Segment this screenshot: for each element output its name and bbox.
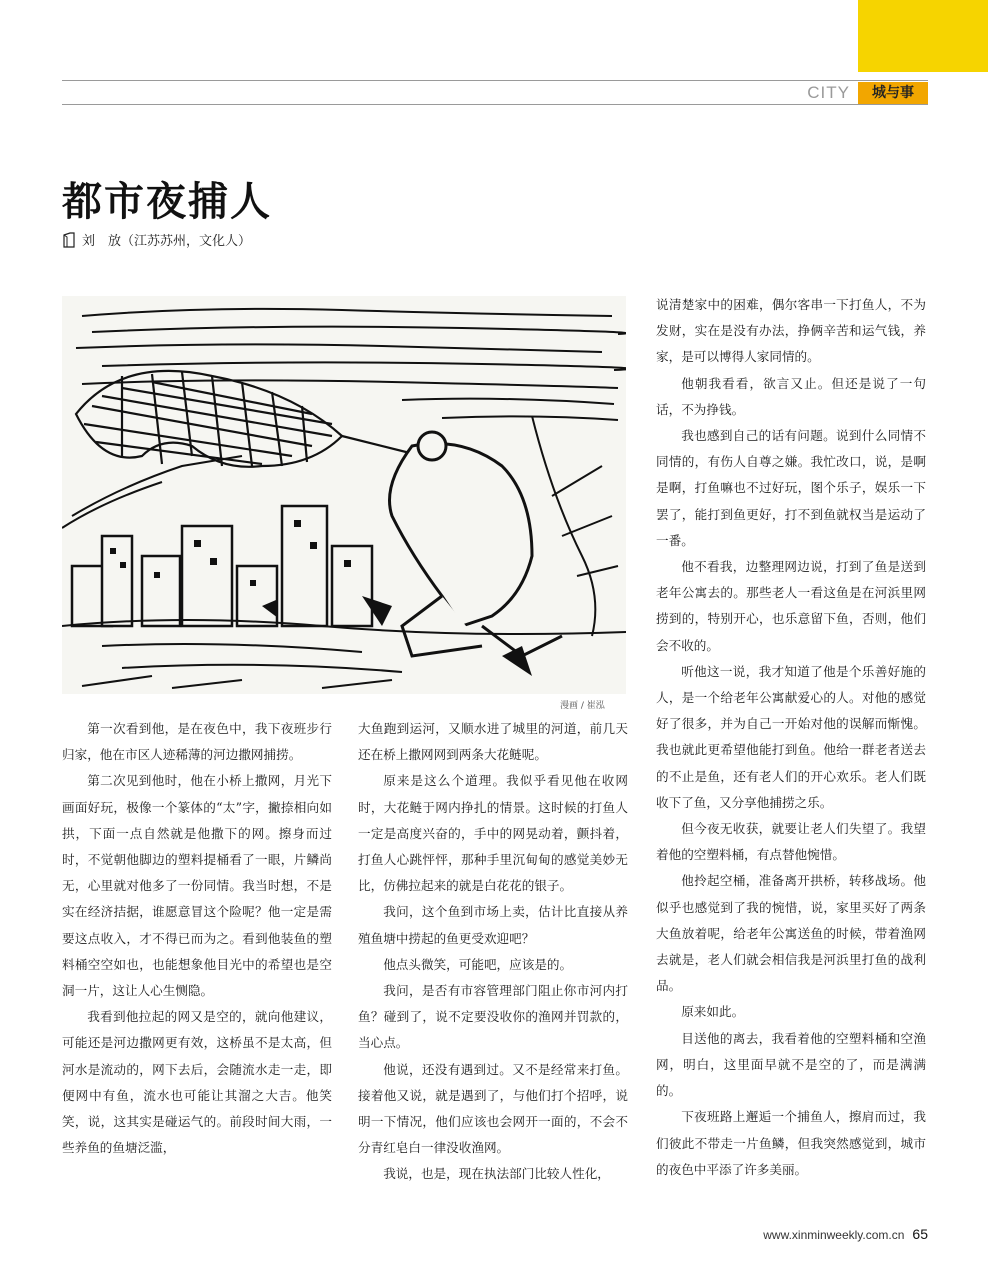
paragraph: 他朝我看看，欲言又止。但还是说了一句话，不为挣钱。	[656, 375, 926, 417]
body-column-3	[656, 292, 926, 1183]
paragraph: 但今夜无收获，就要让老人们失望了。我望着他的空塑料桶，有点替他惋惜。	[656, 821, 926, 863]
paragraph: 我也感到自己的话有问题。说到什么同情不同情的，有伤人自尊之嫌。我忙改口，说，是啊是啊，打鱼嘛也不过好玩，图个乐子，娱乐一下罢了，能打到鱼更好，打不到鱼就权当是运动了一番。	[656, 428, 926, 548]
author-note-icon	[62, 232, 76, 248]
illustration-credit: 漫画 / 崔泓	[560, 701, 605, 711]
page-number: 65	[912, 1226, 928, 1242]
paragraph: 目送他的离去，我看着他的空塑料桶和空渔网，明白，这里面早就不是空的了，而是满满的。	[656, 1030, 926, 1099]
fisherman-illustration	[62, 296, 626, 694]
paragraph: 他不看我，边整理网边说，打到了鱼是送到老年公寓去的。那些老人一看这鱼是在河浜里网捞到的，特别开心，也乐意留下鱼，否则，他们会不收的。	[656, 559, 926, 653]
header-rule	[62, 80, 928, 81]
body-column-1	[62, 716, 332, 1161]
paragraph: 第二次见到他时，他在小桥上撒网，月光下画面好玩，极像一个篆体的“太”字，撇捺相向如拱，下面一点自然就是他撒下的网。擦身而过时，不觉朝他脚边的塑料提桶看了一眼，片鳞尚无，心里就对他多了一份同情。我当时想，不是实在经济拮据，谁愿意冒这个险呢？他一定是需要这点收入，才不得已而为之。看到他装鱼的塑料桶空空如也，也能想象他目光中的希望也是空洞一片，这让人心生恻隐。	[62, 773, 332, 999]
author-line: 刘 放（江苏苏州，文化人）	[82, 234, 252, 249]
paragraph: 原来如此。	[681, 1004, 745, 1020]
section-rule	[62, 104, 928, 105]
paragraph: 我看到他拉起的网又是空的，就向他建议，可能还是河边撒网更有效，这桥虽不是太高，但河水是流动的，网下去后，会随流水走一走，即便网中有鱼，流水也可能让其溜之大吉。他笑笑，说，这其实是碰运气的。前段时间大雨，一些养鱼的鱼塘泛滥，	[62, 1009, 332, 1156]
paragraph: 我问，是否有市容管理部门阻止你市河内打鱼？碰到了，说不定要没收你的渔网并罚款的，当心点。	[358, 983, 628, 1051]
paragraph: 我问，这个鱼到市场上卖，估计比直接从养殖鱼塘中捞起的鱼更受欢迎吧？	[358, 904, 628, 946]
section-tag: 城与事	[858, 82, 928, 104]
corner-color-block	[858, 0, 988, 72]
body-column-2	[358, 716, 628, 1188]
paragraph: 我说，也是，现在执法部门比较人性化，	[383, 1166, 610, 1182]
paragraph: 他点头微笑，可能吧，应该是的。	[383, 956, 573, 972]
paragraph: 第一次看到他，是在夜色中，我下夜班步行归家，他在市区人迹稀薄的河边撒网捕捞。	[62, 721, 332, 763]
paragraph: 他说，还没有遇到过。又不是经常来打鱼。接着他又说，就是遇到了，与他们打个招呼，说明一下情况，他们应该也会网开一面的，不会不分青红皂白一律没收渔网。	[358, 1061, 628, 1156]
paragraph-continued: 大鱼跑到运河，又顺水进了城里的河道，前几天还在桥上撒网网到两条大花鲢呢。	[358, 721, 628, 763]
page-footer	[763, 1226, 928, 1242]
paragraph: 听他这一说，我才知道了他是个乐善好施的人，是一个给老年公寓献爱心的人。对他的感觉好了很多，并为自己一开始对他的误解而惭愧。我也就此更希望他能打到鱼。他给一群老者送去的不止是鱼，还有老人们的开心欢乐。老人们既收下了鱼，又分享他捕捞之乐。	[656, 663, 926, 810]
paragraph: 下夜班路上邂逅一个捕鱼人，擦肩而过，我们彼此不带走一片鱼鳞，但我突然感觉到，城市的夜色中平添了许多美丽。	[656, 1109, 926, 1177]
paragraph: 他拎起空桶，准备离开拱桥，转移战场。他似乎也感觉到了我的惋惜，说，家里买好了两条大鱼放着呢，给老年公寓送鱼的时候，带着渔网去就是，老人们就会相信我是河浜里打鱼的战利品。	[656, 873, 926, 994]
paragraph: 原来是这么个道理。我似乎看见他在收网时，大花鲢于网内挣扎的情景。这时候的打鱼人一定是高度兴奋的，手中的网晃动着，颤抖着，打鱼人心跳怦怦，那种手里沉甸甸的感觉美妙无比，仿佛拉起来的就是白花花的银子。	[358, 773, 628, 894]
byline	[62, 230, 251, 249]
section-label-en: CITY	[807, 83, 850, 102]
section-header	[62, 82, 928, 106]
paragraph-continued: 说清楚家中的困难，偶尔客串一下打鱼人，不为发财，实在是没有办法，挣俩辛苦和运气钱，养家，是可以博得人家同情的。	[656, 297, 926, 365]
article-title: 都市夜捕人	[62, 179, 272, 225]
website-url: www.xinminweekly.com.cn	[763, 1228, 905, 1242]
